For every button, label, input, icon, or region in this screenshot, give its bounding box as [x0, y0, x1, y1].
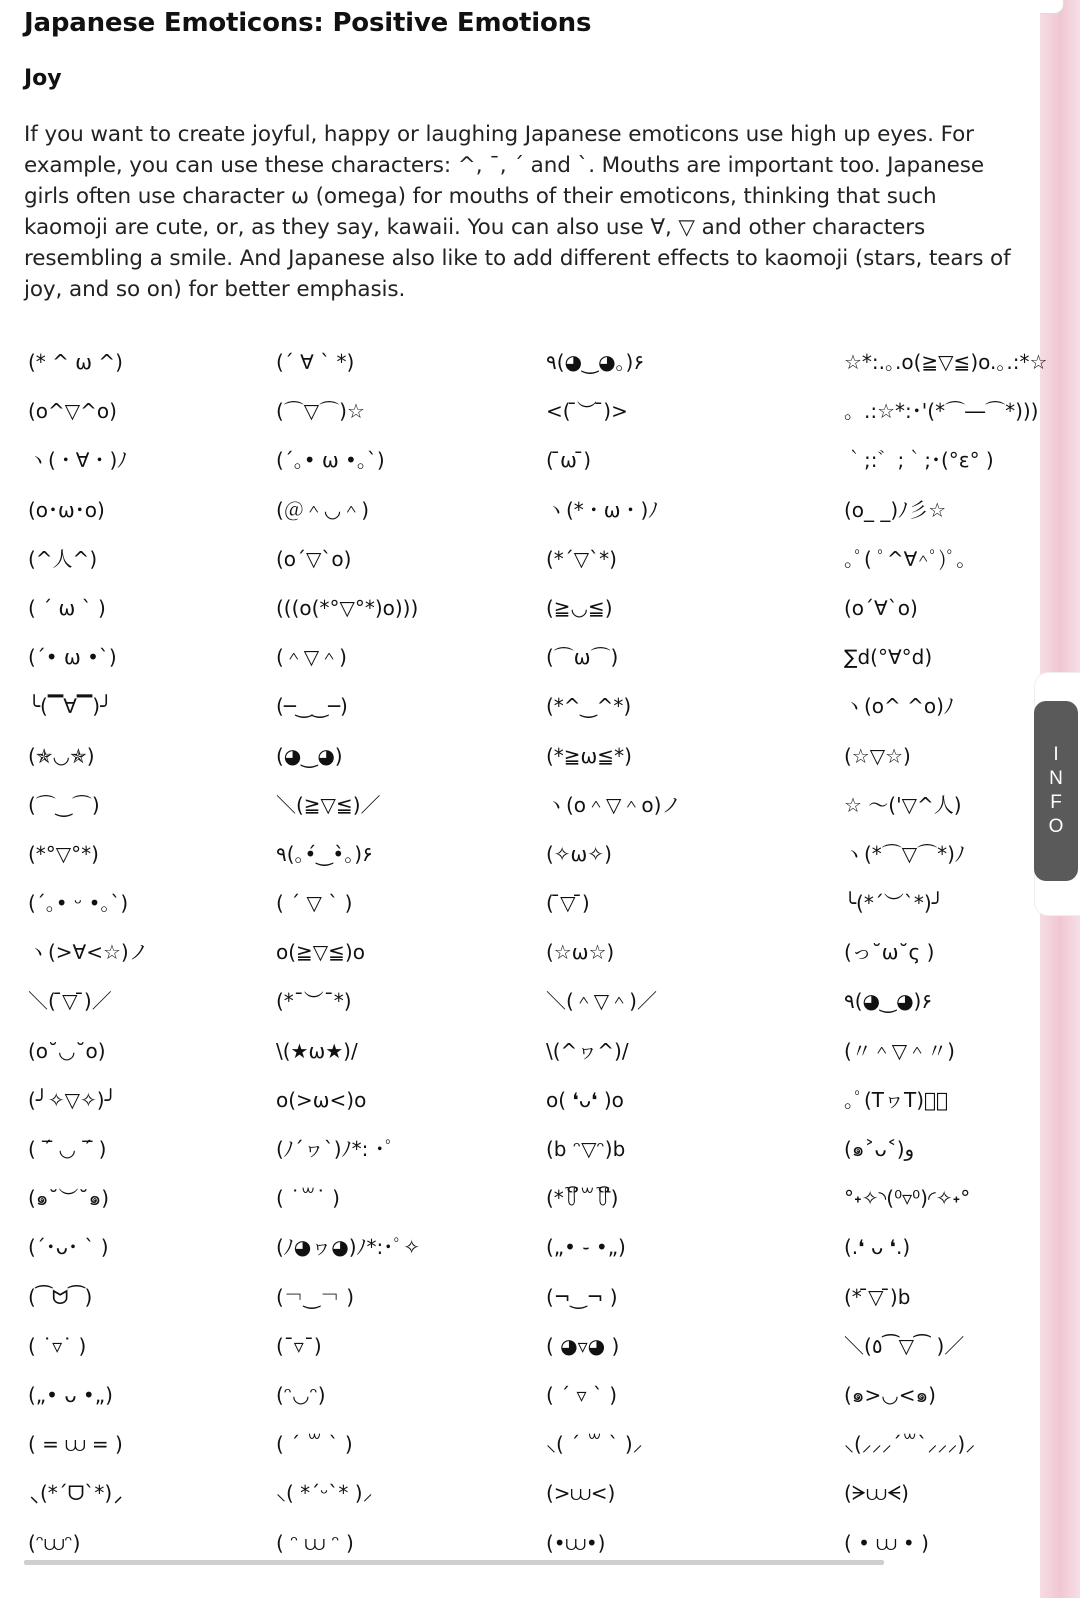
emoticon-item[interactable]: (ﾉ◕ヮ◕)ﾉ*:･ﾟ✧	[276, 1235, 421, 1260]
emoticon-item[interactable]: ⸜(⸝⸝⸝´꒳`⸝⸝⸝)⸝	[844, 1432, 976, 1457]
emoticon-item[interactable]: ＼(≧▽≦)／	[276, 792, 381, 817]
emoticon-item[interactable]: (´ ∀ ` *)	[276, 350, 355, 374]
emoticon-item[interactable]: (* ̄▽ ̄)b	[844, 1284, 911, 1309]
page-title: Japanese Emoticons: Positive Emotions	[24, 8, 592, 38]
emoticon-item[interactable]: °˖✧◝(⁰▿⁰)◜✧˖°	[844, 1186, 971, 1211]
info-letter: I	[1053, 744, 1059, 765]
emoticon-item[interactable]: (o˘◡˘o)	[28, 1038, 106, 1063]
emoticon-item[interactable]: (＾▽＾)	[276, 645, 347, 670]
emoticon-item[interactable]: (*´▽`*)	[546, 546, 617, 571]
info-button[interactable]	[1034, 701, 1078, 881]
emoticon-item[interactable]: ( ◕▿◕ )	[546, 1333, 620, 1358]
emoticon-item[interactable]: ∑d(°∀°d)	[844, 645, 933, 670]
emoticon-item[interactable]: (*^‿^*)	[546, 694, 632, 719]
emoticon-item[interactable]: (☆▽☆)	[844, 743, 911, 768]
info-letter: N	[1049, 768, 1063, 789]
emoticon-item[interactable]: (((o(*°▽°*)o)))	[276, 595, 419, 620]
emoticon-item[interactable]: ( ᵔ ⩊ ᵔ )	[276, 1530, 354, 1555]
emoticon-item[interactable]: ( ˙꒳˙ )	[276, 1186, 340, 1211]
emoticon-item[interactable]: ( ´ ꒳ ` )	[276, 1432, 353, 1457]
emoticon-item[interactable]: ( ̄ω ̄)	[546, 448, 592, 473]
emoticon-item[interactable]: ⸜(*ˊᗜˋ*)⸝	[28, 1481, 125, 1506]
emoticon-item[interactable]: (๑˘︶˘๑)	[28, 1186, 109, 1211]
emoticon-item[interactable]: (☆ω☆)	[546, 940, 615, 965]
emoticon-item[interactable]: (´｡• ᵕ •｡`)	[28, 891, 129, 916]
emoticon-item[interactable]: 。.:☆*:･'(*⌒―⌒*)))	[844, 399, 1039, 424]
emoticon-item[interactable]: (*꒦ິ꒳꒦ີ)	[546, 1186, 619, 1211]
emoticon-item[interactable]: o(≧▽≦)o	[276, 940, 365, 965]
emoticon-item[interactable]: ヽ(・∀・)ﾉ	[28, 448, 128, 473]
section-title: Joy	[24, 66, 62, 91]
emoticon-item[interactable]: (b ᵔ▽ᵔ)b	[546, 1137, 626, 1161]
emoticon-item[interactable]: (◕‿◕)	[276, 743, 343, 768]
emoticon-item[interactable]: ヽ(>∀<☆)ノ	[28, 940, 149, 965]
emoticon-item[interactable]: o( ❛ᴗ❛ )o	[546, 1087, 624, 1112]
emoticon-item[interactable]: ☆ ～('▽^人)	[844, 792, 962, 817]
emoticon-item[interactable]: ヽ(o^ ^o)ﾉ	[844, 694, 954, 719]
emoticon-item[interactable]: (ᗒ⩊ᗕ)	[844, 1481, 909, 1506]
info-letter: F	[1050, 792, 1062, 813]
emoticon-item[interactable]: ( ´ ▽ ` )	[276, 891, 353, 916]
emoticon-item[interactable]: (.❛ ᴗ ❛.)	[844, 1235, 911, 1260]
emoticon-item[interactable]: (⌒▽⌒)☆	[276, 399, 365, 424]
emoticon-item[interactable]: (o_ _)ﾉ彡☆	[844, 497, 947, 522]
emoticon-item[interactable]: (¬‿¬ )	[546, 1284, 618, 1309]
emoticon-item[interactable]: (*¯︶¯*)	[276, 989, 352, 1014]
emoticon-item[interactable]: (๑>◡<๑)	[844, 1382, 936, 1407]
emoticon-item[interactable]: \(^ヮ^)/	[546, 1038, 629, 1063]
emoticon-item[interactable]: ｀;:゛;｀;･(°ε° )	[844, 448, 994, 473]
emoticon-item[interactable]: ｡ﾟ(TヮT)ﾟ｡	[844, 1087, 949, 1112]
emoticon-item[interactable]: (*≧ω≦*)	[546, 743, 632, 768]
emoticon-item[interactable]: (o´∀`o)	[844, 595, 918, 620]
emoticon-item[interactable]: (* ^ ω ^)	[28, 350, 123, 374]
emoticon-item[interactable]: (⌒ω⌒)	[546, 645, 619, 670]
intro-paragraph: If you want to create joyful, happy or laughing Japanese emoticons use high up eyes. For example, you can use these characters: ^, ¯, ´ and `. Mouths are important too. Japanese girls often use character ω (omega) for mouths of their emoticons, thinking that such kaomoji are cute, or, as they say, kawaii. You can also use ∀, ▽ and other characters resembling a smile. And Japanese also like to add different effects to kaomoji (stars, tears of joy, and so on) for better emphasis.	[24, 122, 1011, 302]
emoticon-item[interactable]: (〃＾▽＾〃)	[844, 1038, 955, 1063]
horizontal-scrollbar[interactable]	[24, 1560, 884, 1565]
emoticon-item[interactable]: ٩(◕‿◕｡)۶	[546, 350, 645, 374]
emoticon-item[interactable]: (ᵔ◡ᵔ)	[276, 1382, 326, 1407]
emoticon-item[interactable]: ╰(*´︶`*)╯	[844, 891, 944, 916]
emoticon-item[interactable]: (⌒‿⌒)	[28, 792, 100, 817]
emoticon-item[interactable]: (>⩊<)	[546, 1481, 616, 1506]
emoticon-item[interactable]: („• ᴗ •„)	[28, 1382, 113, 1407]
emoticon-item[interactable]: ＼(٥⁀▽⁀ )／	[844, 1333, 965, 1358]
emoticon-item[interactable]: (✯◡✯)	[28, 743, 95, 768]
emoticon-item[interactable]: (´｡• ω •｡`)	[276, 448, 385, 473]
emoticon-item[interactable]: (¯▿¯)	[276, 1333, 322, 1358]
emoticon-item[interactable]: (*°▽°*)	[28, 841, 99, 866]
emoticon-item[interactable]: ( ´ ω ` )	[28, 595, 106, 620]
emoticon-grid	[28, 338, 1068, 1568]
emoticon-item[interactable]: (ᵔ⩊ᵔ)	[28, 1530, 81, 1555]
emoticon-item[interactable]: (⁀ᗢ⁀)	[28, 1284, 93, 1309]
emoticon-item[interactable]: \(★ω★)/	[276, 1038, 358, 1063]
emoticon-item[interactable]: (─‿‿─)	[276, 694, 348, 719]
emoticon-item[interactable]: (•⩊•)	[546, 1530, 606, 1555]
emoticon-item[interactable]: (＠＾◡＾)	[276, 497, 370, 522]
emoticon-item[interactable]: ヽ(*・ω・)ﾉ	[546, 497, 659, 522]
emoticon-item[interactable]: (╯✧▽✧)╯	[28, 1087, 117, 1112]
emoticon-item[interactable]: (´･ᴗ･ ` )	[28, 1235, 109, 1260]
emoticon-item[interactable]: ٩(｡•́‿•̀｡)۶	[276, 841, 373, 866]
emoticon-item[interactable]: ( ‾́ ◡ ‾́ )	[28, 1137, 107, 1161]
emoticon-item[interactable]: (´• ω •`)	[28, 645, 117, 670]
emoticon-item[interactable]: ( ´ ▿ ` )	[546, 1382, 618, 1407]
info-letter: O	[1048, 816, 1064, 837]
emoticon-item[interactable]: (o^▽^o)	[28, 399, 117, 424]
emoticon-item[interactable]: (✧ω✧)	[546, 841, 612, 866]
emoticon-item[interactable]: (ﾉ´ヮ`)ﾉ*: ･ﾟ	[276, 1137, 395, 1161]
emoticon-item[interactable]: <( ̄︶ ̄)>	[546, 399, 628, 424]
emoticon-item[interactable]: ( ˙▿˙ )	[28, 1333, 87, 1358]
emoticon-item[interactable]: („• ֊ •„)	[546, 1235, 626, 1260]
emoticon-item[interactable]: ヽ(*⌒▽⌒*)ﾉ	[844, 841, 965, 866]
emoticon-item[interactable]: ⸜( ´ ꒳ ` )⸝	[546, 1432, 643, 1457]
emoticon-item[interactable]: (￢‿￢ )	[276, 1284, 355, 1309]
emoticon-item[interactable]: ＼(＾▽＾)／	[546, 989, 657, 1014]
emoticon-item[interactable]: ( = ⩊ = )	[28, 1432, 123, 1457]
emoticon-item[interactable]: ＼( ̄▽ ̄)／	[28, 989, 112, 1014]
emoticon-item[interactable]: ⸜( *ˊᵕˋ* )⸝	[276, 1481, 373, 1506]
emoticon-item[interactable]: o(>ω<)o	[276, 1087, 367, 1112]
emoticon-item[interactable]: (≧◡≦)	[546, 595, 613, 620]
emoticon-item[interactable]: ( ̄▽ ̄)	[546, 891, 590, 916]
emoticon-item[interactable]: (^人^)	[28, 546, 98, 571]
emoticon-item[interactable]: (o´▽`o)	[276, 546, 352, 571]
emoticon-item[interactable]: ヽ(o＾▽＾o)ノ	[546, 792, 682, 817]
emoticon-item[interactable]: (๑˃ᴗ˂)ﻭ	[844, 1137, 915, 1161]
emoticon-item[interactable]: ☆*:.｡.o(≧▽≦)o.｡.:*☆	[844, 350, 1048, 374]
emoticon-item[interactable]: (o･ω･o)	[28, 497, 105, 522]
emoticon-item[interactable]: (っ˘ω˘ς )	[844, 940, 935, 965]
emoticon-item[interactable]: ｡ﾟ( ﾟ^∀^ﾟ)ﾟ｡	[844, 546, 967, 571]
emoticon-item[interactable]: ╰(▔∀▔)╯	[28, 694, 113, 719]
emoticon-item[interactable]: ( • ⩊ • )	[844, 1530, 929, 1555]
emoticon-item[interactable]: ٩(◕‿◕)۶	[844, 989, 933, 1014]
